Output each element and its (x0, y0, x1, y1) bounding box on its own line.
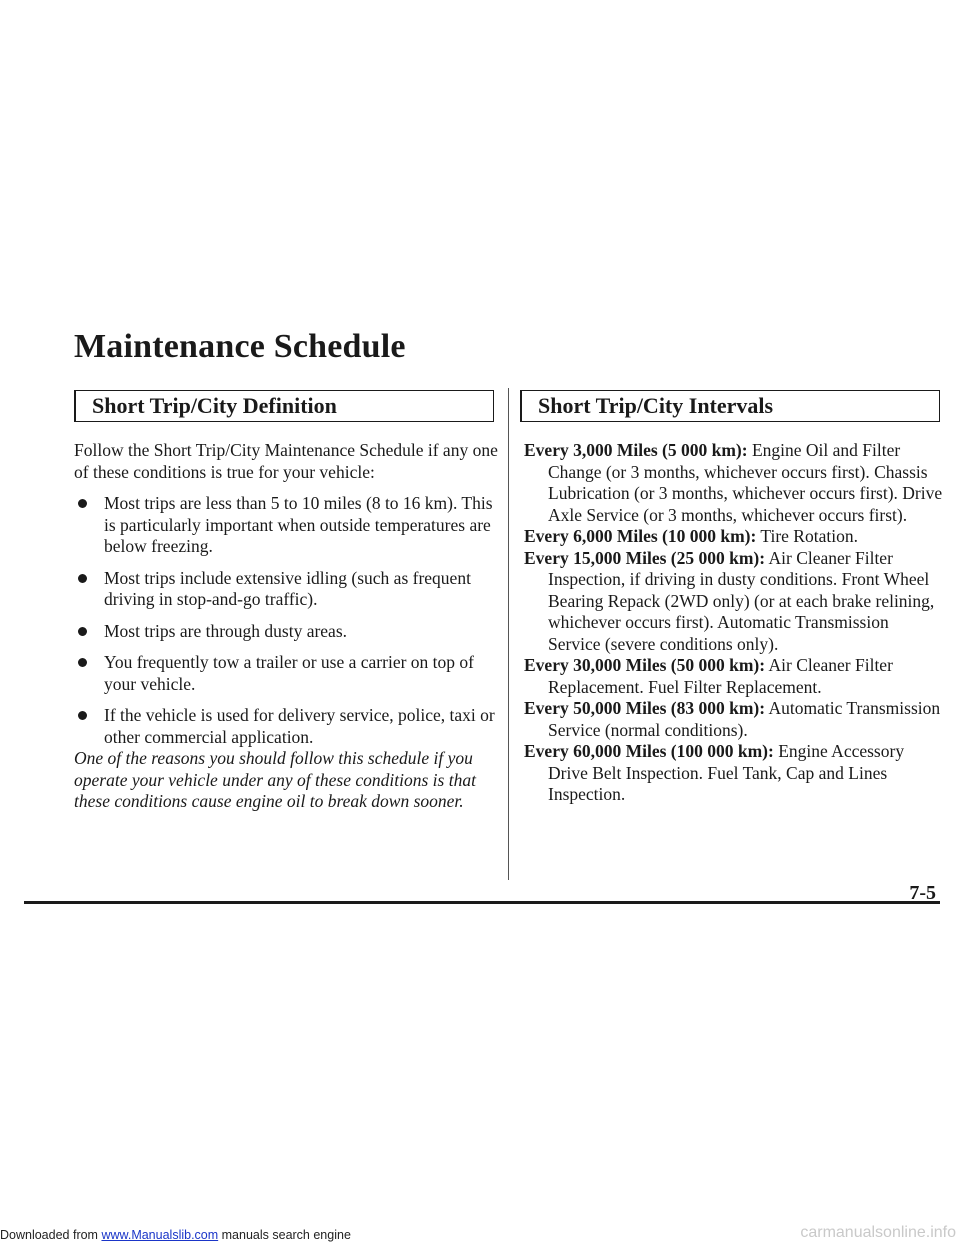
bullet-icon (78, 627, 87, 636)
interval-item (524, 526, 944, 548)
interval-label: Every 50,000 Miles (83 000 km): (524, 698, 766, 718)
column-divider (508, 388, 509, 880)
footer-prefix: Downloaded from (0, 1228, 102, 1242)
interval-label: Every 3,000 Miles (5 000 km): (524, 440, 748, 460)
definition-column (74, 440, 498, 813)
interval-text: Air Cleaner Filter Replacement. Fuel Filter Replacement. (548, 655, 893, 697)
footer-rule (24, 901, 940, 904)
interval-text: Air Cleaner Filter Inspection, if driving in dusty conditions. Front Wheel Bearing Repack (2WD only) (or at each brake relining, whichever occurs first). Automatic Transmission Service (severe conditions only). (548, 547, 935, 654)
interval-label: Every 6,000 Miles (10 000 km): (524, 526, 757, 546)
interval-text: Engine Accessory Drive Belt Inspection. Fuel Tank, Cap and Lines Inspection. (548, 741, 905, 804)
bullet-icon (78, 658, 87, 667)
interval-item (524, 655, 944, 698)
interval-text: Engine Oil and Filter Change (or 3 months, whichever occurs first). Chassis Lubrication (or 3 months, whichever occurs first). Drive Axle Service (or 3 months, whichever occurs first). (548, 440, 943, 525)
interval-label: Every 30,000 Miles (50 000 km): (524, 655, 766, 675)
download-footer (0, 1228, 351, 1242)
section-heading-label: Short Trip/City Definition (92, 393, 337, 418)
page-title: Maintenance Schedule (74, 328, 406, 365)
interval-text: Automatic Transmission Service (normal conditions). (548, 698, 941, 740)
watermark: carmanualsonline.info (800, 1224, 956, 1241)
manualslib-link[interactable]: www.Manualslib.com (101, 1228, 219, 1242)
list-item (74, 568, 498, 611)
page-number: 7-5 (909, 882, 936, 904)
intro-paragraph: Follow the Short Trip/City Maintenance Schedule if any one of these conditions is true for your vehicle: (74, 440, 498, 482)
list-item (74, 705, 498, 748)
note-paragraph: One of the reasons you should follow this schedule if you operate your vehicle under any of these conditions is that these conditions cause engine oil to break down sooner. (74, 748, 476, 811)
footer-suffix: manuals search engine (218, 1228, 351, 1242)
intervals-column (524, 440, 944, 806)
bullet-text: Most trips are less than 5 to 10 miles (8 to 16 km). This is particularly important when outside temperatures are below freezing. (104, 493, 493, 556)
interval-label: Every 60,000 Miles (100 000 km): (524, 741, 774, 761)
interval-item (524, 548, 944, 656)
bullet-icon (78, 711, 87, 720)
section-heading-intervals (520, 390, 940, 422)
interval-item (524, 741, 944, 806)
interval-item (524, 698, 944, 741)
bullet-text: Most trips are through dusty areas. (104, 620, 348, 641)
bullet-text: Most trips include extensive idling (such as frequent driving in stop-and-go traffic). (104, 567, 471, 609)
section-heading-label: Short Trip/City Intervals (538, 393, 774, 418)
bullet-text: If the vehicle is used for delivery service, police, taxi or other commercial application. (104, 705, 495, 747)
bullet-icon (78, 574, 87, 583)
list-item (74, 652, 498, 695)
section-heading-definition (74, 390, 494, 422)
bullet-icon (78, 499, 87, 508)
interval-text: Tire Rotation. (760, 526, 858, 546)
interval-item (524, 440, 944, 526)
list-item (74, 621, 498, 643)
interval-label: Every 15,000 Miles (25 000 km): (524, 547, 766, 568)
list-item (74, 493, 498, 558)
bullet-text: You frequently tow a trailer or use a carrier on top of your vehicle. (104, 652, 474, 694)
